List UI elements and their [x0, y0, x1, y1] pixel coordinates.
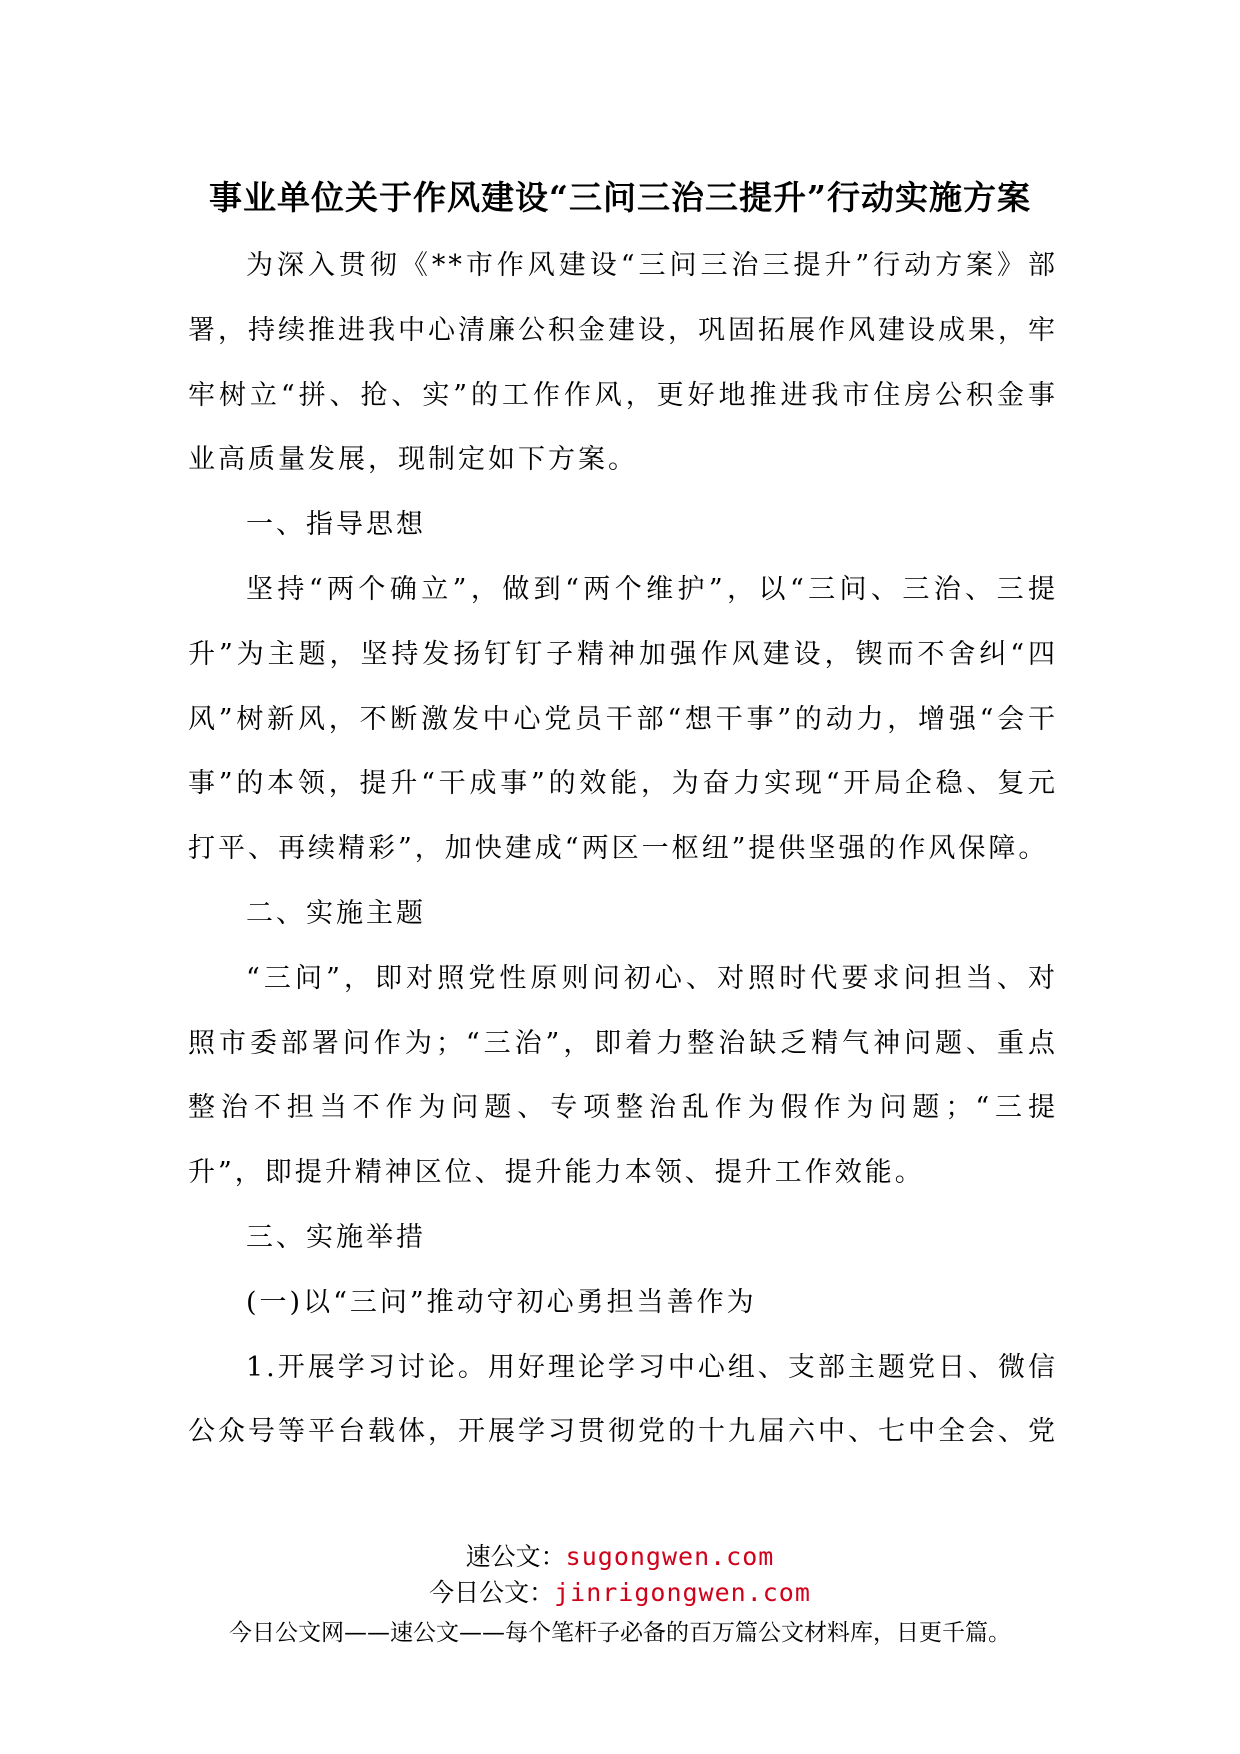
footer-sugongwen — [0, 1540, 1240, 1574]
document-body — [188, 234, 1058, 1465]
document-title: 事业单位关于作风建设“三问三治三提升”行动实施方案 — [209, 178, 1031, 217]
paragraph-intro: 为深入贯彻《**市作风建设“三问三治三提升”行动方案》部署，持续推进我中心清廉公积金建设，巩固拓展作风建设成果，牢牢树立“拼、抢、实”的工作作风，更好地推进我市住房公积金事业高质量发展，现制定如下方案。 — [188, 250, 1058, 476]
footer-sugongwen-link[interactable]: sugongwen.com — [565, 1542, 775, 1571]
heading-implementation-measures: 三、实施举措 — [246, 1221, 426, 1253]
subheading-three-questions: (一)以“三问”推动守初心勇担当善作为 — [246, 1286, 757, 1318]
footer-jinrigongwen-label: 今日公文： — [429, 1578, 555, 1607]
footer-sugongwen-label: 速公文： — [465, 1542, 566, 1571]
footer-tagline: 今日公文网——速公文——每个笔杆子必备的百万篇公文材料库，日更千篇。 — [229, 1620, 1011, 1646]
paragraph-implementation-theme: “三问”，即对照党性原则问初心、对照时代要求问担当、对照市委部署问作为；“三治”，即着力整治缺乏精气神问题、重点整治不担当不作为问题、专项整治乱作为假作为问题；“三提升”，即提升精神区位、提升能力本领、提升工作效能。 — [188, 962, 1058, 1189]
footer-jinrigongwen-link[interactable]: jinrigongwen.com — [554, 1578, 811, 1607]
paragraph-study-discussion: 1.开展学习讨论。用好理论学习中心组、支部主题党日、微信公众号等平台载体，开展学习贯彻党的十九届六中、七中全会、党 — [188, 1351, 1058, 1448]
heading-guiding-thought: 一、指导思想 — [246, 509, 426, 541]
heading-implementation-theme: 二、实施主题 — [246, 897, 426, 929]
footer-jinrigongwen — [0, 1576, 1240, 1610]
paragraph-guiding-thought: 坚持“两个确立”，做到“两个维护”，以“三问、三治、三提升”为主题，坚持发扬钉钉子精神加强作风建设，锲而不舍纠“四风”树新风，不断激发中心党员干部“想干事”的动力，增强“会干事”的本领，提升“干成事”的效能，为奋力实现“开局企稳、复元打平、再续精彩”，加快建成“两区一枢纽”提供坚强的作风保障。 — [188, 573, 1058, 865]
